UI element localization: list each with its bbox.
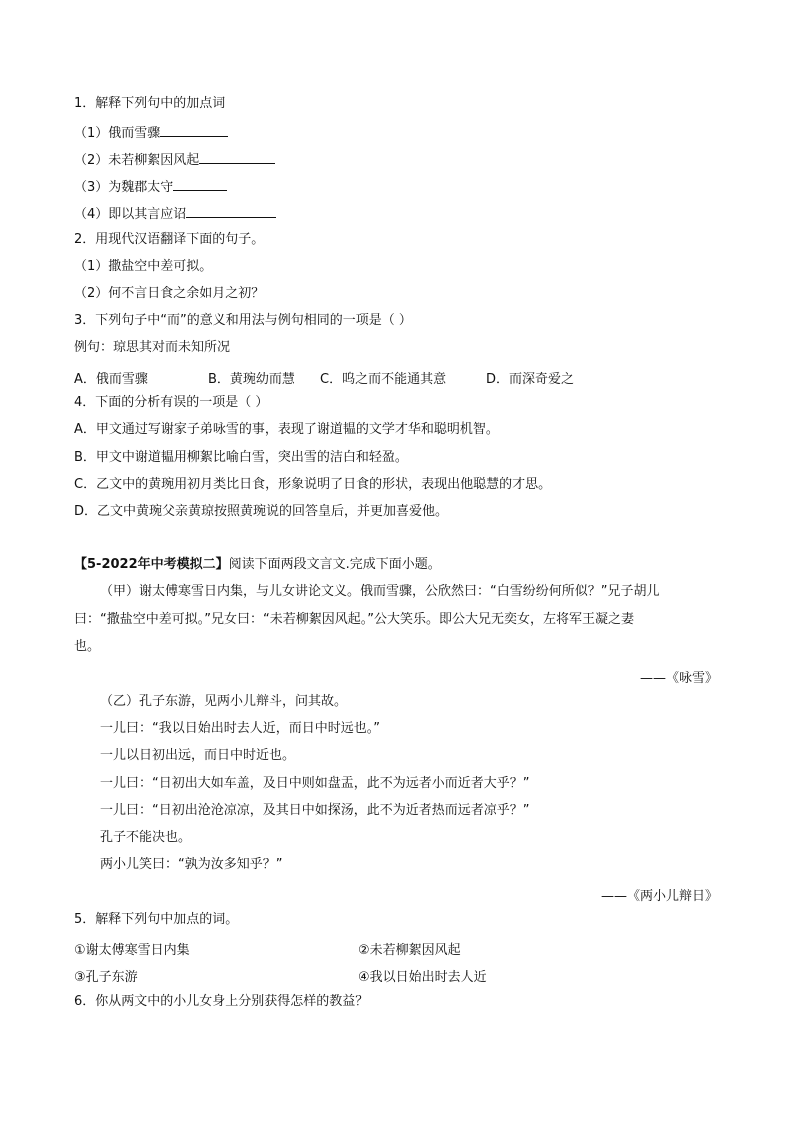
q1-item-2: （2）未若柳絮因风起: [74, 151, 275, 169]
q3-title: 3．下列句子中“而”的意义和用法与例句相同的一项是（ ）: [74, 313, 412, 328]
q4-title: 4．下面的分析有误的一项是（ ）: [74, 395, 269, 410]
q5-item-4: ④我以日始出时去人近: [358, 970, 487, 985]
q1-item-4: （4）即以其言应诏: [74, 205, 276, 223]
passage-b-line: （乙）孔子东游，见两小儿辩斗，问其故。: [100, 694, 348, 709]
q5-title: 5．解释下列句中加点的词。: [74, 912, 239, 927]
q1-title: 1．解释下列句中的加点词: [74, 96, 226, 111]
section-header: [74, 557, 441, 573]
q1-item-1: （1）俄而雪骤: [74, 124, 228, 142]
passage-b-line: 孔子不能决也。: [100, 830, 192, 845]
passage-a-line: （甲）谢太傅寒雪日内集，与儿女讲论文义。俄而雪骤，公欣然曰：“白雪纷纷何所似？”兄子胡儿: [100, 584, 660, 599]
passage-b-line: 两小儿笑曰：“孰为汝多知乎？”: [100, 857, 283, 872]
q3-choice-c[interactable]: C．呜之而不能通其意: [320, 372, 447, 387]
passage-b-line: 一儿以日初出远，而日中时近也。: [100, 748, 296, 763]
q3-choice-a[interactable]: A．俄而雪骤: [74, 372, 148, 387]
section-tag: 【5-2022年中考模拟二】: [74, 557, 229, 572]
passage-a-source: ——《咏雪》: [639, 671, 718, 686]
q4-choice-a[interactable]: A．甲文通过写谢家子弟咏雪的事，表现了谢道韫的文学才华和聪明机智。: [74, 422, 499, 437]
q3-choice-d[interactable]: D．而深奇爱之: [486, 372, 575, 387]
q5-item-2: ②未若柳絮因风起: [358, 943, 461, 958]
q4-choice-d[interactable]: D．乙文中黄琬父亲黄琼按照黄琬说的回答皇后，并更加喜爱他。: [74, 504, 449, 519]
passage-b-line: 一儿曰：“日初出大如车盖，及日中则如盘盂，此不为远者小而近者大乎？”: [100, 776, 530, 791]
q6-title: 6．你从两文中的小儿女身上分别获得怎样的教益？: [74, 994, 369, 1009]
q1-item-3: （3）为魏郡太守: [74, 178, 227, 196]
q5-item-1: ①谢太傅寒雪日内集: [74, 943, 190, 958]
passage-a-line: 曰：“撒盐空中差可拟。”兄女曰：“未若柳絮因风起。”公大笑乐。即公大兄无奕女，左将军王凝之妻: [74, 612, 634, 627]
q2-title: 2．用现代汉语翻译下面的句子。: [74, 232, 265, 247]
q3-example: 例句：琼思其对而未知所况: [74, 340, 231, 355]
passage-b-line: 一儿曰：“我以日始出时去人近，而日中时远也。”: [100, 721, 380, 736]
q4-choice-c[interactable]: C．乙文中的黄琬用初月类比日食，形象说明了日食的形状，表现出他聪慧的才思。: [74, 477, 552, 492]
passage-b-line: 一儿曰：“日初出沧沧凉凉，及其日中如探汤，此不为近者热而远者凉乎？”: [100, 803, 530, 818]
answer-blank[interactable]: [186, 205, 276, 218]
section-intro: 阅读下面两段文言文.完成下面小题。: [228, 557, 441, 572]
answer-blank[interactable]: [160, 124, 228, 137]
q3-choice-b[interactable]: B．黄琬幼而慧: [208, 372, 295, 387]
answer-blank[interactable]: [199, 151, 275, 164]
q4-choice-b[interactable]: B．甲文中谢道韫用柳絮比喻白雪，突出雪的洁白和轻盈。: [74, 450, 408, 465]
passage-b-source: ——《两小儿辩日》: [600, 889, 718, 904]
q5-item-3: ③孔子东游: [74, 970, 138, 985]
answer-blank[interactable]: [173, 178, 227, 191]
q2-item-1: （1）撒盐空中差可拟。: [74, 259, 213, 274]
passage-a-line: 也。: [74, 639, 101, 654]
q2-item-2: （2）何不言日食之余如月之初？: [74, 286, 265, 301]
